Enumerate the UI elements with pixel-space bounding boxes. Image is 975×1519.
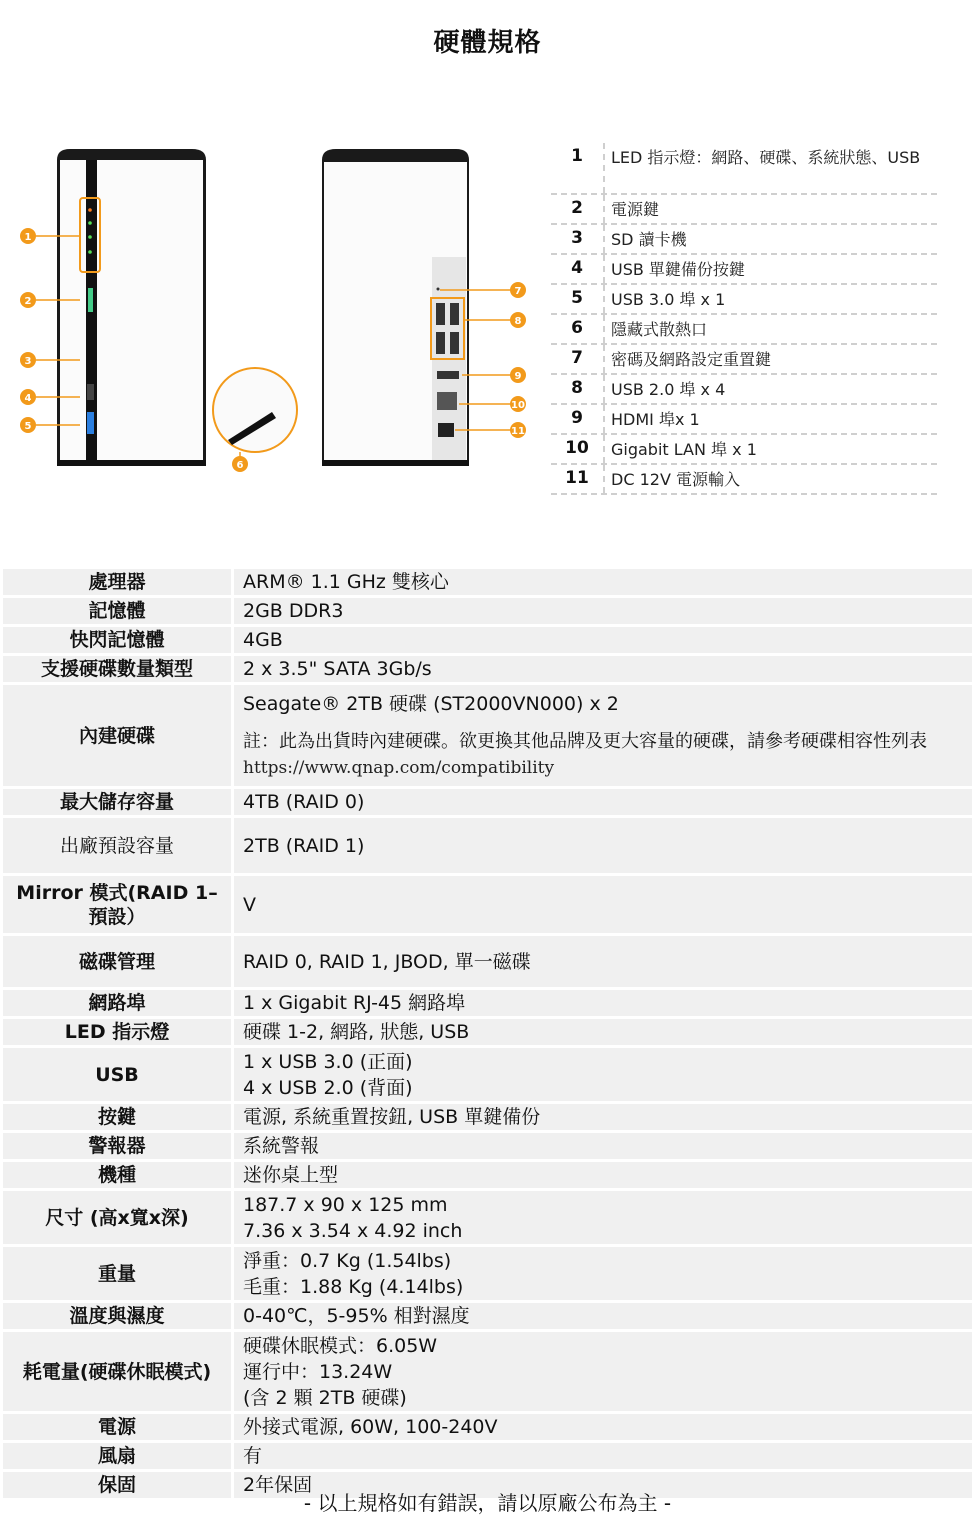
spec-label: USB <box>2 1047 233 1103</box>
page-title: 硬體規格 <box>433 28 542 58</box>
spec-value: 有 <box>233 1442 974 1471</box>
footer-disclaimer: - 以上規格如有錯誤，請以原廠公布為主 - <box>303 1491 672 1515</box>
legend-text: LED 指示燈：網路、硬碟、系統狀態、USB <box>611 148 921 167</box>
table-row <box>2 1246 974 1302</box>
table-row <box>2 817 974 875</box>
table-row <box>2 1132 974 1161</box>
spec-note: 註：此為出貨時內建硬碟。欲更換其他品牌及更大容量的硬碟，請參考硬碟相容性列表 <box>243 730 927 752</box>
legend-text: DC 12V 電源輸入 <box>611 470 740 489</box>
legend-number: 5 <box>551 285 605 313</box>
spec-value-line: 187.7 x 90 x 125 mm <box>243 1193 448 1216</box>
table-row <box>2 1161 974 1190</box>
table-row <box>2 1331 974 1413</box>
legend-number: 1 <box>551 143 605 193</box>
legend-number: 8 <box>551 375 605 403</box>
table-row <box>2 1047 974 1103</box>
legend-number: 4 <box>551 255 605 283</box>
legend-row <box>551 255 937 285</box>
spec-value-cell <box>233 684 974 788</box>
table-row <box>2 626 974 655</box>
badge-2: 2 <box>24 296 32 307</box>
badge-9: 9 <box>514 371 522 382</box>
legend-row <box>551 345 937 375</box>
table-row <box>2 568 974 597</box>
spec-value: 2TB (RAID 1) <box>233 817 974 875</box>
table-row <box>2 1413 974 1442</box>
legend-number: 2 <box>551 195 605 223</box>
spec-value: V <box>233 875 974 935</box>
spec-value-line: 硬碟休眠模式：6.05W <box>243 1334 438 1357</box>
legend-number: 9 <box>551 405 605 433</box>
table-row <box>2 875 974 935</box>
spec-label: 保固 <box>2 1471 233 1500</box>
spec-label: 記憶體 <box>2 597 233 626</box>
rear-view <box>322 149 469 466</box>
table-row <box>2 788 974 817</box>
badge-8: 8 <box>514 316 522 327</box>
spec-value: 4GB <box>233 626 974 655</box>
legend-number: 6 <box>551 315 605 343</box>
legend-number: 11 <box>551 465 605 493</box>
front-view <box>57 149 206 466</box>
legend-text: USB 單鍵備份按鍵 <box>611 260 745 279</box>
spec-value-line: 運行中：13.24W <box>243 1360 393 1383</box>
spec-value-line: 淨重：0.7 Kg (1.54lbs) <box>243 1249 452 1272</box>
spec-value-cell <box>233 1047 974 1103</box>
spec-label: 網路埠 <box>2 989 233 1018</box>
spec-value: 1 x Gigabit RJ-45 網路埠 <box>233 989 974 1018</box>
spec-label: 重量 <box>2 1246 233 1302</box>
spec-value: Seagate® 2TB 硬碟 (ST2000VN000) x 2 <box>243 692 619 715</box>
legend-row <box>551 435 937 465</box>
legend-number: 3 <box>551 225 605 253</box>
legend-row <box>551 225 937 255</box>
badge-4: 4 <box>24 393 32 404</box>
badge-10: 10 <box>511 400 525 411</box>
spec-value: 外接式電源, 60W, 100-240V <box>233 1413 974 1442</box>
spec-value: 硬碟 1-2, 網路, 狀態, USB <box>233 1018 974 1047</box>
spec-label: 按鍵 <box>2 1103 233 1132</box>
compatibility-link[interactable]: https://www.qnap.com/compatibility <box>243 757 555 778</box>
spec-label: LED 指示燈 <box>2 1018 233 1047</box>
spec-label: 尺寸 (高x寬x深) <box>2 1190 233 1246</box>
spec-label: 內建硬碟 <box>2 684 233 788</box>
legend-text: SD 讀卡機 <box>611 230 687 249</box>
table-row <box>2 684 974 788</box>
badge-6: 6 <box>236 460 244 471</box>
table-row <box>2 1018 974 1047</box>
spec-value: 2年保固 <box>233 1471 974 1500</box>
product-figure <box>0 140 545 480</box>
spec-label: Mirror 模式(RAID 1–預設） <box>2 875 233 935</box>
spec-label: 處理器 <box>2 568 233 597</box>
spec-label: 溫度與濕度 <box>2 1302 233 1331</box>
spec-value-line: (含 2 顆 2TB 硬碟) <box>243 1386 407 1409</box>
spec-label: 出廠預設容量 <box>2 817 233 875</box>
spec-value: 2 x 3.5" SATA 3Gb/s <box>233 655 974 684</box>
spec-value: ARM® 1.1 GHz 雙核心 <box>233 568 974 597</box>
spec-label: 機種 <box>2 1161 233 1190</box>
spec-label: 磁碟管理 <box>2 935 233 989</box>
legend-number: 10 <box>551 435 605 463</box>
spec-label: 警報器 <box>2 1132 233 1161</box>
spec-value-cell <box>233 1190 974 1246</box>
spec-value: 2GB DDR3 <box>233 597 974 626</box>
badge-5: 5 <box>24 421 32 432</box>
legend-row <box>551 143 937 195</box>
legend-row <box>551 465 937 495</box>
legend-text: Gigabit LAN 埠 x 1 <box>611 440 757 459</box>
legend-text: HDMI 埠x 1 <box>611 410 700 429</box>
legend-row <box>551 315 937 345</box>
spec-label: 風扇 <box>2 1442 233 1471</box>
figure-legend <box>551 143 937 495</box>
legend-row <box>551 285 937 315</box>
table-row <box>2 1190 974 1246</box>
spec-value: 電源, 系統重置按鈕, USB 單鍵備份 <box>233 1103 974 1132</box>
table-row <box>2 989 974 1018</box>
spec-value-cell <box>233 1331 974 1413</box>
spec-label: 支援硬碟數量類型 <box>2 655 233 684</box>
legend-row <box>551 405 937 435</box>
spec-value-line: 7.36 x 3.54 x 4.92 inch <box>243 1219 463 1242</box>
spec-value: 4TB (RAID 0) <box>233 788 974 817</box>
badge-11: 11 <box>511 426 525 437</box>
spec-label: 快閃記憶體 <box>2 626 233 655</box>
legend-row <box>551 375 937 405</box>
table-row <box>2 1103 974 1132</box>
table-row <box>2 1302 974 1331</box>
spec-value-line: 1 x USB 3.0 (正面) <box>243 1050 413 1073</box>
table-row <box>2 935 974 989</box>
badge-7: 7 <box>514 286 522 297</box>
legend-row <box>551 195 937 225</box>
spec-value: 0-40℃，5-95% 相對濕度 <box>233 1302 974 1331</box>
badge-1: 1 <box>24 232 32 243</box>
spec-value-cell <box>233 1246 974 1302</box>
table-row <box>2 597 974 626</box>
spec-value: RAID 0, RAID 1, JBOD, 單一磁碟 <box>233 935 974 989</box>
spec-table <box>0 566 975 1501</box>
spec-value: 迷你桌上型 <box>233 1161 974 1190</box>
spec-label: 最大儲存容量 <box>2 788 233 817</box>
legend-text: 隱藏式散熱口 <box>611 320 708 339</box>
table-row <box>2 655 974 684</box>
badge-3: 3 <box>24 356 32 367</box>
spec-value: 系統警報 <box>233 1132 974 1161</box>
legend-text: 密碼及網路設定重置鍵 <box>611 350 772 369</box>
legend-text: USB 2.0 埠 x 4 <box>611 380 726 399</box>
table-row <box>2 1442 974 1471</box>
spec-label: 電源 <box>2 1413 233 1442</box>
spec-label: 耗電量(硬碟休眠模式) <box>2 1331 233 1413</box>
legend-number: 7 <box>551 345 605 373</box>
spec-value-line: 4 x USB 2.0 (背面) <box>243 1076 413 1099</box>
spec-value-line: 毛重：1.88 Kg (4.14lbs) <box>243 1275 464 1298</box>
legend-text: 電源鍵 <box>611 200 660 219</box>
legend-text: USB 3.0 埠 x 1 <box>611 290 726 309</box>
